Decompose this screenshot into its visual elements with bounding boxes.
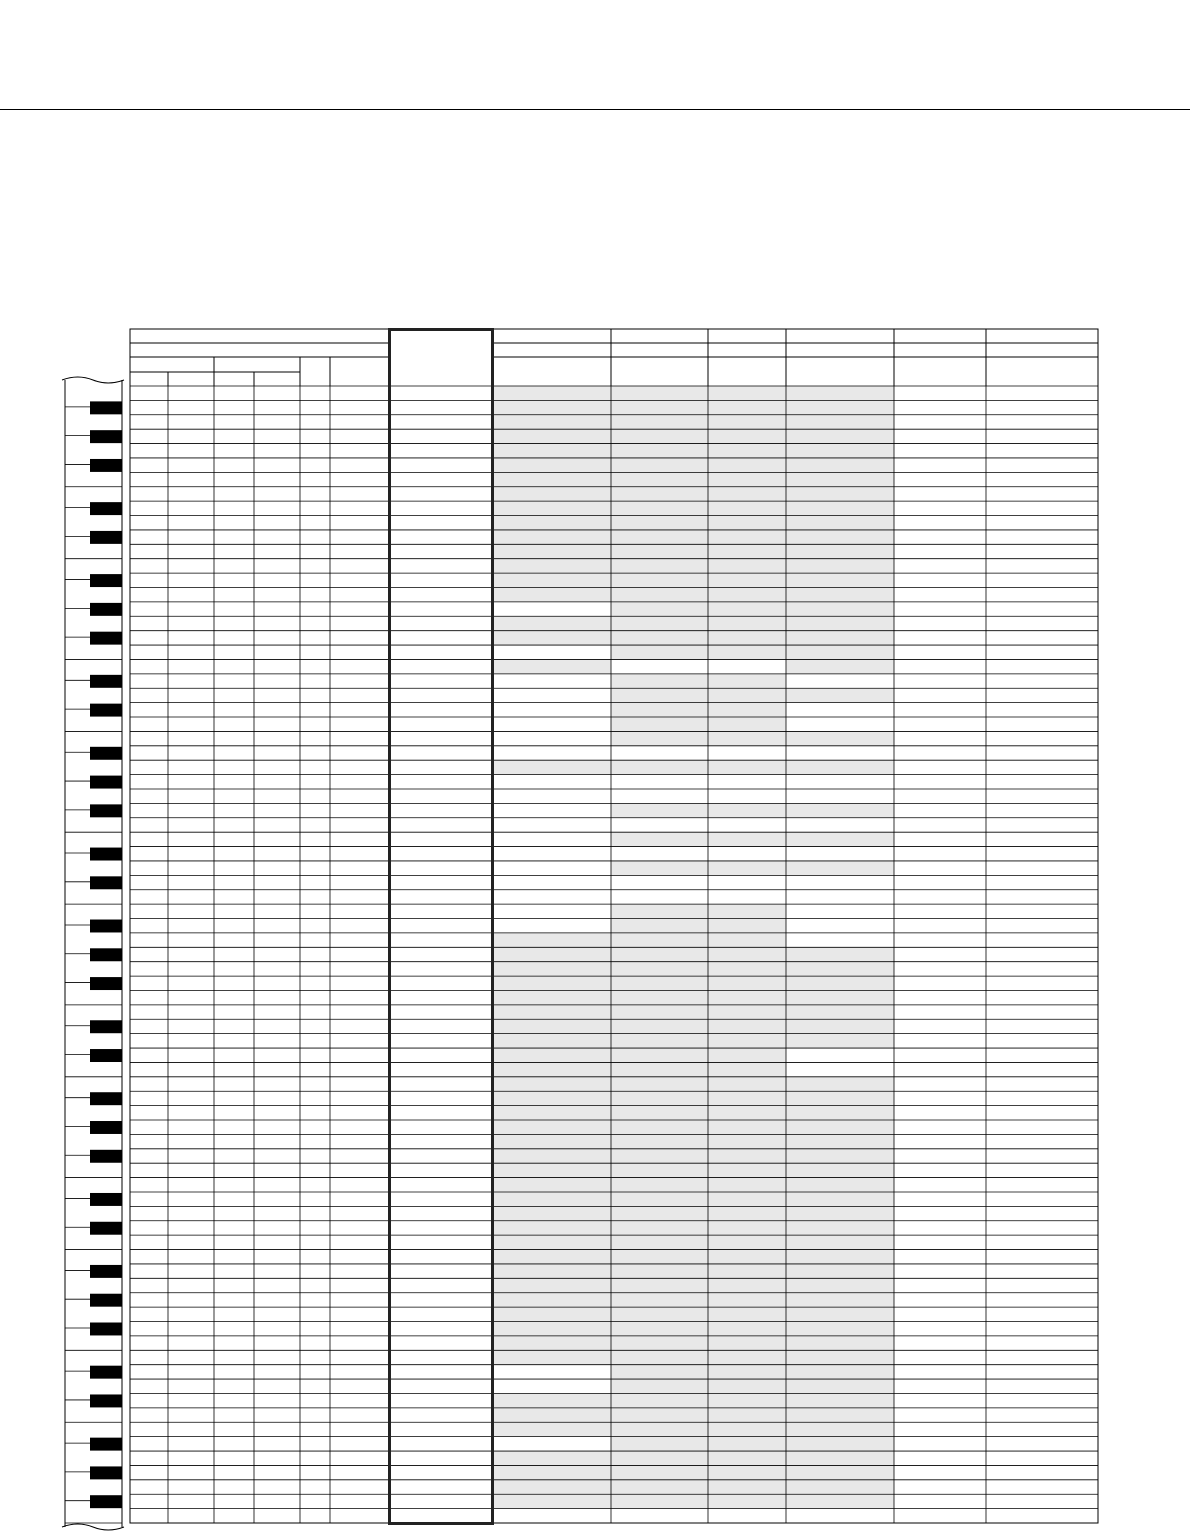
shaded-cell bbox=[492, 1192, 611, 1206]
shaded-cell bbox=[708, 1178, 786, 1192]
shaded-cell bbox=[611, 1206, 708, 1220]
shaded-cell bbox=[492, 530, 611, 544]
shaded-cell bbox=[611, 1250, 708, 1264]
black-key bbox=[90, 1495, 122, 1508]
shaded-cell bbox=[708, 1350, 786, 1364]
shaded-cell bbox=[611, 530, 708, 544]
shaded-cell bbox=[611, 1336, 708, 1350]
shaded-cell bbox=[611, 703, 708, 717]
shaded-cell bbox=[786, 1206, 894, 1220]
shaded-cell bbox=[708, 587, 786, 601]
shaded-cell bbox=[708, 1134, 786, 1148]
shaded-cell bbox=[492, 1494, 611, 1508]
black-key bbox=[90, 574, 122, 587]
shaded-cell bbox=[492, 1480, 611, 1494]
shaded-cell bbox=[708, 1422, 786, 1436]
shaded-cell bbox=[786, 1307, 894, 1321]
shaded-cell bbox=[708, 458, 786, 472]
shaded-cell bbox=[708, 1278, 786, 1292]
shaded-cell bbox=[611, 674, 708, 688]
black-key bbox=[90, 1193, 122, 1206]
shaded-cell bbox=[708, 1322, 786, 1336]
shaded-cell bbox=[611, 516, 708, 530]
shaded-cell bbox=[708, 760, 786, 774]
shaded-cell bbox=[786, 386, 894, 400]
shaded-cell bbox=[611, 717, 708, 731]
shaded-cell bbox=[492, 1235, 611, 1249]
shaded-cell bbox=[786, 990, 894, 1004]
shaded-cell bbox=[708, 933, 786, 947]
shaded-cell bbox=[611, 1365, 708, 1379]
shaded-cell bbox=[786, 1322, 894, 1336]
shaded-cell bbox=[786, 616, 894, 630]
shaded-cell bbox=[611, 1120, 708, 1134]
shaded-cell bbox=[611, 1077, 708, 1091]
shaded-cell bbox=[786, 1163, 894, 1177]
shaded-cell bbox=[786, 1192, 894, 1206]
shaded-cell bbox=[708, 731, 786, 745]
shaded-cell bbox=[611, 1149, 708, 1163]
shaded-cell bbox=[611, 616, 708, 630]
shaded-cell bbox=[708, 1293, 786, 1307]
black-key bbox=[90, 603, 122, 616]
shaded-cell bbox=[611, 444, 708, 458]
shaded-cell bbox=[786, 962, 894, 976]
shaded-cell bbox=[708, 631, 786, 645]
shaded-cell bbox=[708, 415, 786, 429]
shaded-cell bbox=[611, 559, 708, 573]
shaded-cell bbox=[611, 962, 708, 976]
shaded-cell bbox=[611, 458, 708, 472]
shaded-cell bbox=[492, 415, 611, 429]
shaded-cell bbox=[708, 487, 786, 501]
shaded-cell bbox=[492, 1393, 611, 1407]
black-key bbox=[90, 502, 122, 515]
shaded-cell bbox=[786, 803, 894, 817]
shaded-cell bbox=[786, 487, 894, 501]
shaded-cell bbox=[708, 645, 786, 659]
shaded-cell bbox=[786, 400, 894, 414]
shaded-cell bbox=[786, 1336, 894, 1350]
shaded-cell bbox=[708, 1365, 786, 1379]
shaded-cell bbox=[708, 1379, 786, 1393]
shaded-cell bbox=[611, 501, 708, 515]
shaded-cell bbox=[786, 1120, 894, 1134]
shaded-cell bbox=[492, 386, 611, 400]
shaded-cell bbox=[786, 1178, 894, 1192]
shaded-cell bbox=[611, 544, 708, 558]
shaded-cell bbox=[708, 429, 786, 443]
shaded-cell bbox=[708, 1264, 786, 1278]
shaded-cell bbox=[786, 501, 894, 515]
shaded-cell bbox=[786, 587, 894, 601]
shaded-cell bbox=[492, 1091, 611, 1105]
shaded-cell bbox=[492, 1005, 611, 1019]
shaded-cell bbox=[786, 1480, 894, 1494]
shaded-cell bbox=[708, 1235, 786, 1249]
shaded-cell bbox=[492, 472, 611, 486]
shaded-cell bbox=[708, 1408, 786, 1422]
shaded-cell bbox=[786, 1134, 894, 1148]
shaded-cell bbox=[492, 1322, 611, 1336]
shaded-cell bbox=[611, 1062, 708, 1076]
shaded-cell bbox=[708, 1062, 786, 1076]
shaded-cell bbox=[611, 645, 708, 659]
shaded-cell bbox=[492, 1465, 611, 1479]
shaded-cell bbox=[492, 976, 611, 990]
shaded-cell bbox=[786, 688, 894, 702]
shaded-cell bbox=[708, 1163, 786, 1177]
black-key bbox=[90, 804, 122, 817]
shaded-cell bbox=[708, 990, 786, 1004]
shaded-cell bbox=[492, 516, 611, 530]
shaded-cell bbox=[708, 1221, 786, 1235]
black-key bbox=[90, 1438, 122, 1451]
shaded-cell bbox=[708, 1192, 786, 1206]
shaded-cell bbox=[492, 1278, 611, 1292]
shaded-cell bbox=[786, 1437, 894, 1451]
keyboard-torn-edge-top bbox=[62, 377, 124, 383]
shaded-cell bbox=[786, 1221, 894, 1235]
shaded-cell bbox=[492, 933, 611, 947]
black-key bbox=[90, 977, 122, 990]
shaded-cell bbox=[611, 1178, 708, 1192]
black-key bbox=[90, 1366, 122, 1379]
shaded-cell bbox=[611, 1437, 708, 1451]
shaded-cell bbox=[708, 832, 786, 846]
shaded-cell bbox=[611, 1322, 708, 1336]
shaded-cell bbox=[708, 1451, 786, 1465]
shaded-cell bbox=[611, 400, 708, 414]
shaded-cell bbox=[611, 472, 708, 486]
shaded-cell bbox=[611, 429, 708, 443]
black-key bbox=[90, 1222, 122, 1235]
shaded-cell bbox=[708, 1149, 786, 1163]
shaded-cell bbox=[492, 1062, 611, 1076]
shaded-cell bbox=[611, 688, 708, 702]
shaded-cell bbox=[611, 1134, 708, 1148]
shaded-cell bbox=[611, 1091, 708, 1105]
shaded-cell bbox=[786, 1077, 894, 1091]
shaded-cell bbox=[611, 631, 708, 645]
black-key bbox=[90, 1020, 122, 1033]
shaded-cell bbox=[611, 1307, 708, 1321]
shaded-cell bbox=[708, 400, 786, 414]
shaded-cell bbox=[786, 631, 894, 645]
shaded-cell bbox=[708, 501, 786, 515]
shaded-cell bbox=[492, 1048, 611, 1062]
shaded-cell bbox=[708, 904, 786, 918]
shaded-cell bbox=[708, 1465, 786, 1479]
shaded-cell bbox=[492, 1250, 611, 1264]
shaded-cell bbox=[786, 731, 894, 745]
shaded-cell bbox=[611, 803, 708, 817]
shaded-cell bbox=[786, 429, 894, 443]
black-key bbox=[90, 459, 122, 472]
shaded-cell bbox=[786, 1149, 894, 1163]
shaded-cell bbox=[708, 861, 786, 875]
shaded-cell bbox=[708, 516, 786, 530]
shaded-cell bbox=[708, 1091, 786, 1105]
shaded-cell bbox=[611, 587, 708, 601]
shaded-cell bbox=[786, 1408, 894, 1422]
shaded-cell bbox=[786, 976, 894, 990]
shaded-cell bbox=[611, 1034, 708, 1048]
shaded-cell bbox=[611, 904, 708, 918]
shaded-cell bbox=[492, 1451, 611, 1465]
shaded-cell bbox=[708, 1480, 786, 1494]
shaded-cell bbox=[708, 559, 786, 573]
black-key bbox=[90, 848, 122, 861]
shaded-cell bbox=[708, 688, 786, 702]
shaded-cell bbox=[611, 976, 708, 990]
black-key bbox=[90, 1092, 122, 1105]
shaded-cell bbox=[786, 544, 894, 558]
shaded-cell bbox=[492, 458, 611, 472]
black-key bbox=[90, 1466, 122, 1479]
shaded-cell bbox=[611, 731, 708, 745]
shaded-cell bbox=[492, 962, 611, 976]
shaded-cell bbox=[611, 1379, 708, 1393]
shaded-cell bbox=[708, 1077, 786, 1091]
shaded-cell bbox=[611, 1480, 708, 1494]
shaded-cell bbox=[611, 1235, 708, 1249]
shaded-cell bbox=[708, 1048, 786, 1062]
shaded-cell bbox=[786, 516, 894, 530]
shaded-cell bbox=[708, 602, 786, 616]
shaded-cell bbox=[492, 1264, 611, 1278]
shaded-cell bbox=[492, 444, 611, 458]
shaded-cell bbox=[708, 1206, 786, 1220]
shaded-cell bbox=[492, 990, 611, 1004]
black-key bbox=[90, 876, 122, 889]
shaded-cell bbox=[611, 1393, 708, 1407]
black-key bbox=[90, 531, 122, 544]
shaded-cell bbox=[786, 832, 894, 846]
black-key bbox=[90, 747, 122, 760]
black-key bbox=[90, 776, 122, 789]
shaded-cell bbox=[492, 1134, 611, 1148]
shaded-cell bbox=[708, 1120, 786, 1134]
shaded-cell bbox=[611, 1048, 708, 1062]
shaded-cell bbox=[708, 530, 786, 544]
shaded-cell bbox=[492, 1106, 611, 1120]
shaded-cell bbox=[708, 1393, 786, 1407]
shaded-cell bbox=[492, 631, 611, 645]
shaded-cell bbox=[708, 472, 786, 486]
shaded-cell bbox=[708, 1019, 786, 1033]
shaded-cell bbox=[786, 1451, 894, 1465]
shaded-cell bbox=[786, 1106, 894, 1120]
shaded-cell bbox=[708, 573, 786, 587]
shaded-cell bbox=[786, 1350, 894, 1364]
shaded-cell bbox=[786, 559, 894, 573]
shaded-cell bbox=[786, 415, 894, 429]
shaded-cell bbox=[708, 1494, 786, 1508]
black-key bbox=[90, 704, 122, 717]
black-key bbox=[90, 675, 122, 688]
shaded-cell bbox=[492, 1206, 611, 1220]
shaded-cell bbox=[611, 832, 708, 846]
shaded-cell bbox=[708, 386, 786, 400]
shaded-cell bbox=[786, 1494, 894, 1508]
shaded-cell bbox=[611, 1019, 708, 1033]
shaded-cell bbox=[492, 573, 611, 587]
shaded-cell bbox=[492, 1422, 611, 1436]
shaded-cell bbox=[786, 1235, 894, 1249]
shaded-cell bbox=[786, 1379, 894, 1393]
shaded-cell bbox=[611, 1408, 708, 1422]
shaded-cell bbox=[708, 1034, 786, 1048]
shaded-cell bbox=[786, 444, 894, 458]
piano-keyboard bbox=[62, 377, 124, 1530]
shaded-cell bbox=[492, 587, 611, 601]
shaded-cell bbox=[492, 760, 611, 774]
shaded-cell bbox=[492, 1077, 611, 1091]
shaded-cell bbox=[708, 962, 786, 976]
shaded-cell bbox=[786, 530, 894, 544]
shaded-cell bbox=[786, 1264, 894, 1278]
shaded-cell bbox=[708, 674, 786, 688]
shaded-cell bbox=[611, 1278, 708, 1292]
shaded-cell bbox=[708, 703, 786, 717]
shaded-cell bbox=[786, 1034, 894, 1048]
shaded-cell bbox=[492, 1221, 611, 1235]
shaded-cell bbox=[786, 458, 894, 472]
shaded-cell bbox=[786, 1091, 894, 1105]
shaded-cell bbox=[708, 947, 786, 961]
shaded-cell bbox=[492, 1336, 611, 1350]
shaded-cell bbox=[786, 1005, 894, 1019]
shaded-cell bbox=[611, 487, 708, 501]
shaded-cell bbox=[611, 861, 708, 875]
shaded-cell bbox=[786, 1293, 894, 1307]
shaded-cell bbox=[786, 659, 894, 673]
shaded-cell bbox=[611, 1422, 708, 1436]
shaded-cell bbox=[611, 1163, 708, 1177]
shaded-cell bbox=[708, 803, 786, 817]
shaded-cell bbox=[786, 1019, 894, 1033]
shaded-cell bbox=[786, 1250, 894, 1264]
shaded-cell bbox=[611, 933, 708, 947]
shaded-cell bbox=[492, 559, 611, 573]
shaded-cell bbox=[492, 1120, 611, 1134]
shaded-cell bbox=[708, 444, 786, 458]
black-key bbox=[90, 920, 122, 933]
shaded-cell bbox=[611, 1465, 708, 1479]
keyboard-torn-edge-bottom bbox=[62, 1524, 124, 1530]
shaded-cell bbox=[786, 861, 894, 875]
shaded-cell bbox=[492, 1350, 611, 1364]
shaded-cell bbox=[786, 645, 894, 659]
black-key bbox=[90, 632, 122, 645]
shaded-cell bbox=[492, 1149, 611, 1163]
highlighted-column bbox=[390, 330, 493, 1524]
black-key bbox=[90, 430, 122, 443]
shaded-cell bbox=[492, 1178, 611, 1192]
shaded-cell bbox=[611, 947, 708, 961]
shaded-cell bbox=[786, 1278, 894, 1292]
shaded-cell bbox=[708, 717, 786, 731]
shaded-cell bbox=[786, 602, 894, 616]
shaded-cell bbox=[492, 501, 611, 515]
shaded-cell bbox=[492, 1163, 611, 1177]
shaded-cell bbox=[492, 1408, 611, 1422]
shaded-cell bbox=[492, 487, 611, 501]
shaded-cell bbox=[708, 976, 786, 990]
shaded-cell bbox=[708, 1250, 786, 1264]
shaded-cell bbox=[492, 616, 611, 630]
black-key bbox=[90, 1121, 122, 1134]
shaded-cell bbox=[708, 1005, 786, 1019]
shaded-cell bbox=[786, 472, 894, 486]
shaded-cell bbox=[611, 990, 708, 1004]
shaded-cell bbox=[611, 919, 708, 933]
shaded-cell bbox=[708, 1106, 786, 1120]
black-key bbox=[90, 948, 122, 961]
shaded-cell bbox=[611, 602, 708, 616]
shaded-cell bbox=[611, 1221, 708, 1235]
shaded-cell bbox=[611, 573, 708, 587]
shaded-cell bbox=[786, 573, 894, 587]
black-key bbox=[90, 1150, 122, 1163]
black-key bbox=[90, 1049, 122, 1062]
shaded-cell bbox=[611, 1192, 708, 1206]
shaded-cell bbox=[492, 1019, 611, 1033]
shaded-cell bbox=[786, 1422, 894, 1436]
shaded-cell bbox=[611, 1494, 708, 1508]
shaded-cell bbox=[611, 1451, 708, 1465]
shaded-cell bbox=[708, 919, 786, 933]
shaded-cell bbox=[708, 1336, 786, 1350]
shaded-cell bbox=[611, 1264, 708, 1278]
shaded-cell bbox=[708, 1307, 786, 1321]
shaded-cell bbox=[611, 1350, 708, 1364]
shaded-cell bbox=[611, 1106, 708, 1120]
shaded-cell bbox=[611, 386, 708, 400]
shaded-cell bbox=[708, 544, 786, 558]
shaded-cell bbox=[492, 544, 611, 558]
shaded-cell bbox=[786, 947, 894, 961]
black-key bbox=[90, 1323, 122, 1336]
shaded-cell bbox=[708, 616, 786, 630]
shaded-cell bbox=[492, 1034, 611, 1048]
shaded-cell bbox=[492, 400, 611, 414]
shaded-cell bbox=[611, 415, 708, 429]
shaded-cell bbox=[611, 1293, 708, 1307]
shaded-cell bbox=[786, 760, 894, 774]
shaded-cell bbox=[708, 1437, 786, 1451]
shaded-cell bbox=[786, 1365, 894, 1379]
black-key bbox=[90, 1394, 122, 1407]
black-key bbox=[90, 1294, 122, 1307]
shaded-cell bbox=[492, 1293, 611, 1307]
black-key bbox=[90, 1265, 122, 1278]
shaded-cell bbox=[492, 429, 611, 443]
shaded-cell bbox=[492, 1307, 611, 1321]
shaded-cell bbox=[611, 1005, 708, 1019]
shaded-cell bbox=[786, 1393, 894, 1407]
shaded-cell bbox=[786, 1465, 894, 1479]
shaded-cell bbox=[492, 947, 611, 961]
shaded-cell bbox=[611, 760, 708, 774]
shaded-cell bbox=[492, 659, 611, 673]
black-key bbox=[90, 401, 122, 414]
